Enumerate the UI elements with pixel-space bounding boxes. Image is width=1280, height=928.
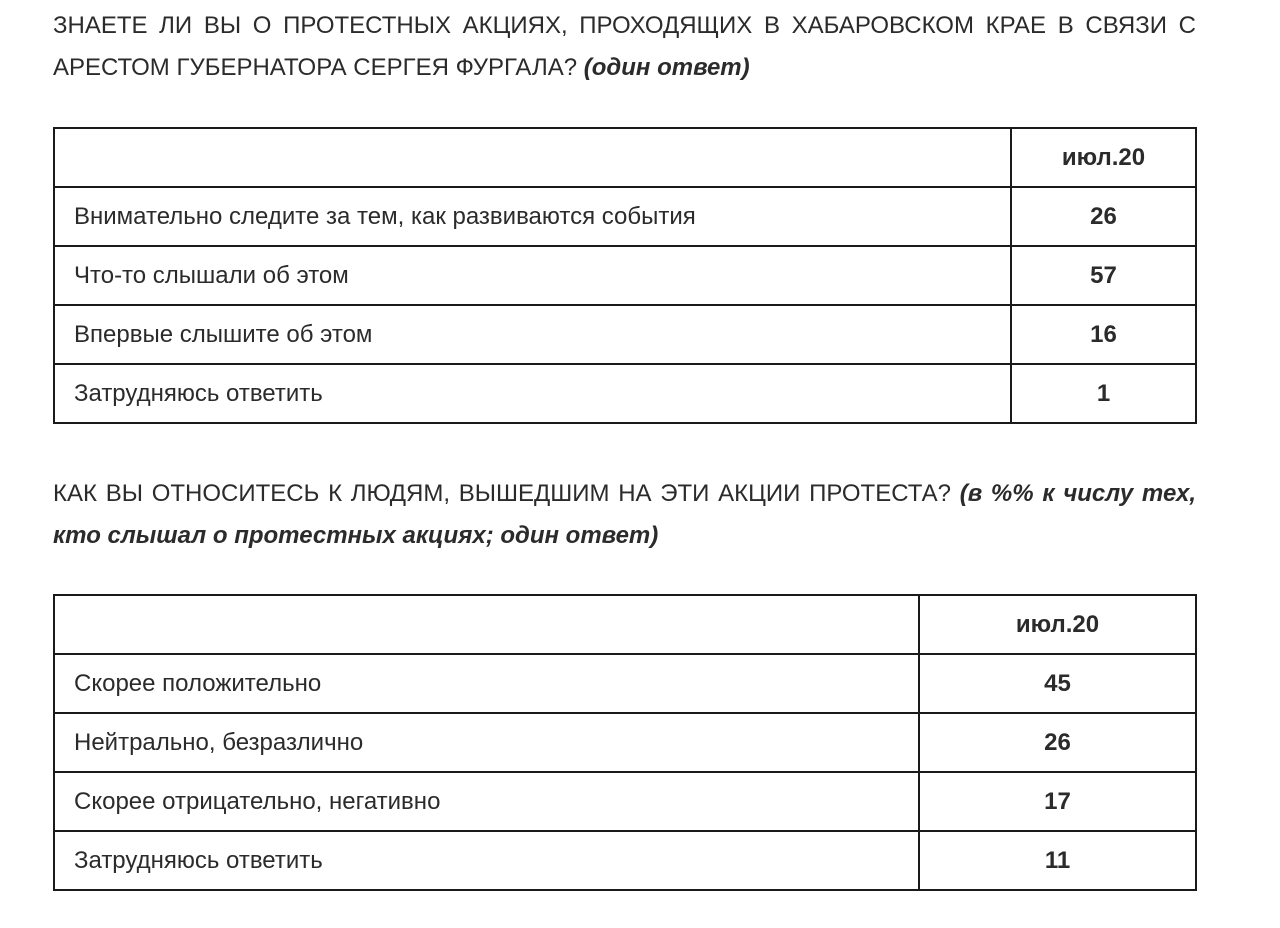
table-header-row xyxy=(54,595,1196,654)
row-label: Что-то слышали об этом xyxy=(54,246,1011,305)
question-1-note: (один ответ) xyxy=(583,54,750,81)
row-value: 26 xyxy=(919,713,1196,772)
row-value: 45 xyxy=(919,654,1196,713)
row-value: 16 xyxy=(1011,305,1196,364)
table-row xyxy=(54,364,1196,423)
row-label: Скорее положительно xyxy=(54,654,919,713)
table-row xyxy=(54,187,1196,246)
question-2-text: КАК ВЫ ОТНОСИТЕСЬ К ЛЮДЯМ, ВЫШЕДШИМ НА ЭТИ АКЦИИ ПРОТЕСТА? xyxy=(53,480,951,507)
table-row xyxy=(54,713,1196,772)
column-header-date: июл.20 xyxy=(1011,128,1196,187)
question-2-note: (в %% к числу тех, кто слышал о протестных акциях; один ответ) xyxy=(53,480,1196,549)
table-row xyxy=(54,305,1196,364)
results-table-1 xyxy=(53,127,1197,424)
question-1 xyxy=(53,5,1196,89)
column-header-date: июл.20 xyxy=(919,595,1196,654)
header-empty-cell xyxy=(54,595,919,654)
header-empty-cell xyxy=(54,128,1011,187)
table-row xyxy=(54,654,1196,713)
question-1-text: ЗНАЕТЕ ЛИ ВЫ О ПРОТЕСТНЫХ АКЦИЯХ, ПРОХОДЯЩИХ В ХАБАРОВСКОМ КРАЕ В СВЯЗИ С АРЕСТОМ ГУБЕРНАТОРА СЕРГЕЯ ФУРГАЛА? xyxy=(53,12,1196,81)
table-header-row xyxy=(54,128,1196,187)
row-label: Впервые слышите об этом xyxy=(54,305,1011,364)
row-value: 17 xyxy=(919,772,1196,831)
table-row xyxy=(54,246,1196,305)
table-row xyxy=(54,772,1196,831)
row-label: Затрудняюсь ответить xyxy=(54,831,919,890)
row-label: Нейтрально, безразлично xyxy=(54,713,919,772)
row-value: 57 xyxy=(1011,246,1196,305)
row-value: 11 xyxy=(919,831,1196,890)
row-label: Затрудняюсь ответить xyxy=(54,364,1011,423)
row-value: 26 xyxy=(1011,187,1196,246)
row-label: Скорее отрицательно, негативно xyxy=(54,772,919,831)
results-table-2 xyxy=(53,594,1197,891)
table-row xyxy=(54,831,1196,890)
question-2 xyxy=(53,473,1196,557)
row-value: 1 xyxy=(1011,364,1196,423)
row-label: Внимательно следите за тем, как развиваются события xyxy=(54,187,1011,246)
